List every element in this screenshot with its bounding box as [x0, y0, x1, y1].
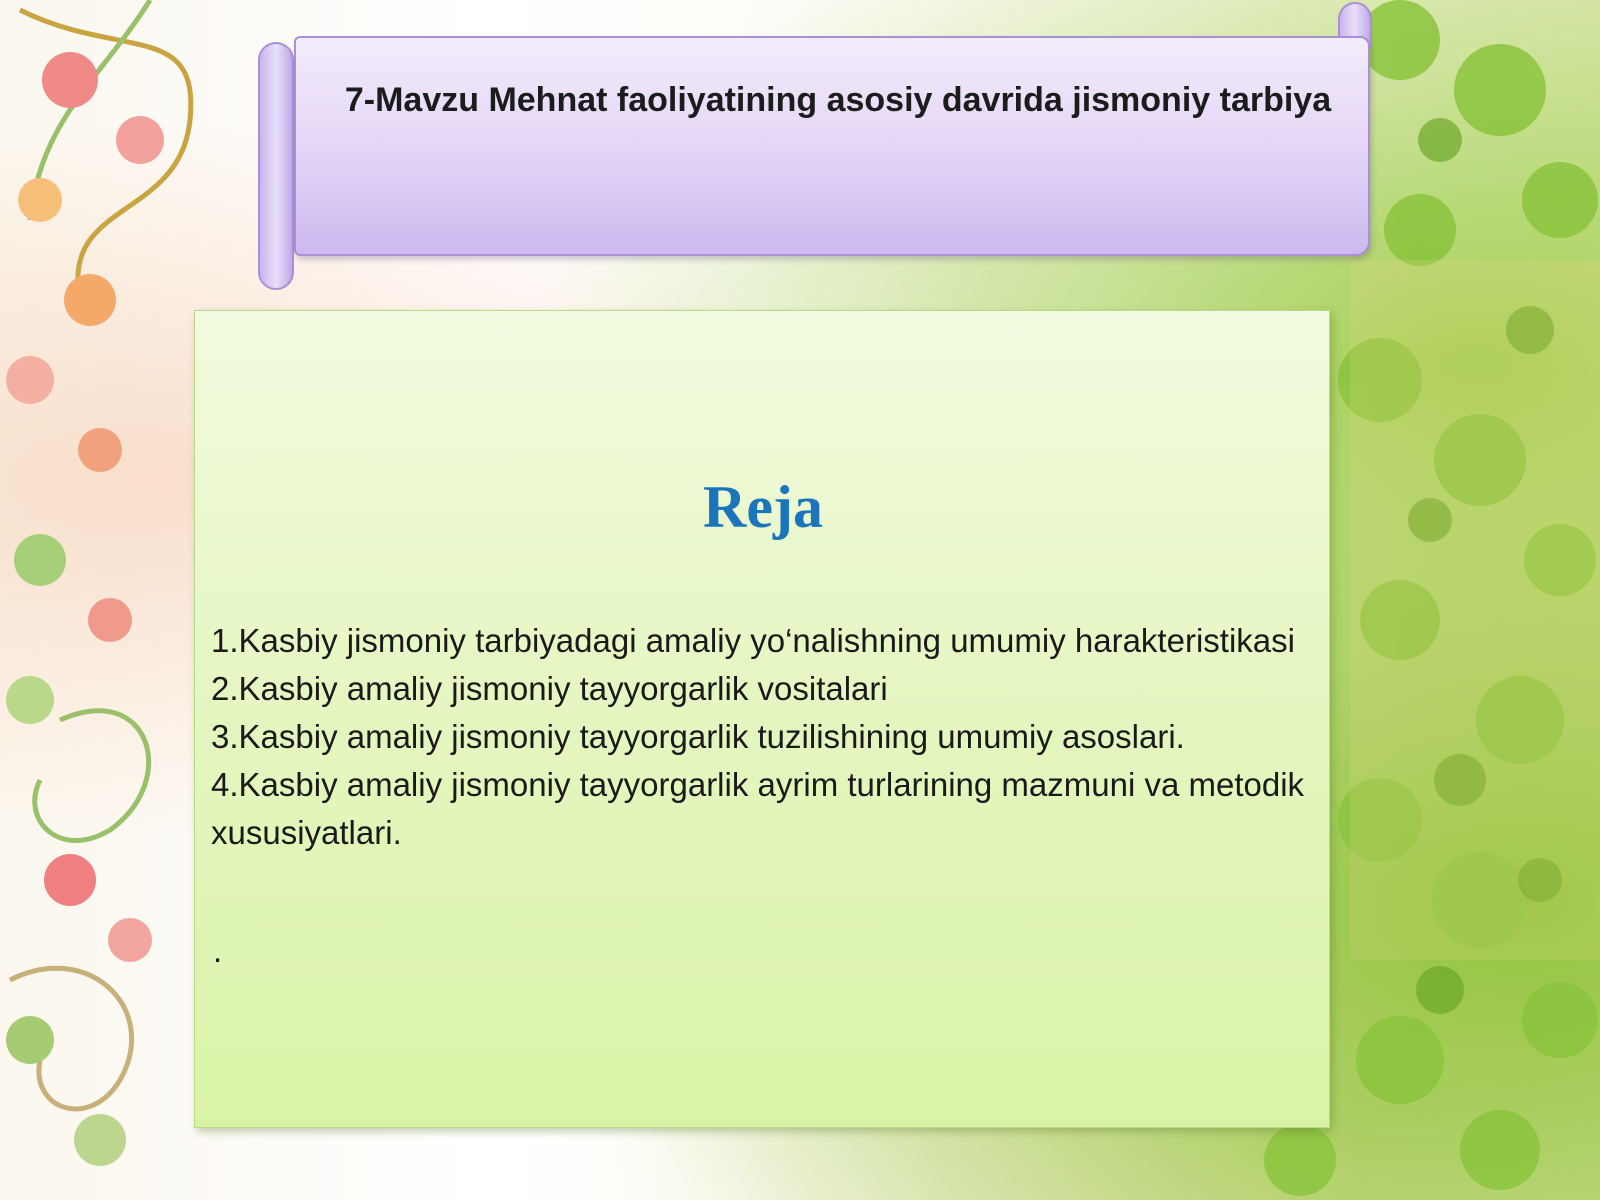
- plan-item-2: 2.Kasbiy amaliy jismoniy tayyorgarlik vositalari: [211, 670, 888, 707]
- slide-title: 7-Mavzu Mehnat faoliyatining asosiy davrida jismoniy tarbiya: [344, 81, 1332, 119]
- scroll-left-roll: [258, 42, 294, 290]
- trailing-bullet: .: [213, 932, 223, 969]
- content-panel: [194, 310, 1330, 1128]
- plan-item-4: 4.Kasbiy amaliy jismoniy tayyorgarlik ayrim turlarining mazmuni va metodik xususiyatlari.: [211, 766, 1305, 851]
- plan-heading: Reja: [703, 474, 823, 540]
- scroll-body: [294, 36, 1370, 256]
- plan-list: [211, 617, 1311, 857]
- plan-item-1: 1.Kasbiy jismoniy tarbiyadagi amaliy yo‘nalishning umumiy harakteristikasi: [211, 622, 1295, 659]
- plan-item-3: 3.Kasbiy amaliy jismoniy tayyorgarlik tuzilishining umumiy asoslari.: [211, 718, 1185, 755]
- title-scroll-banner: [258, 36, 1366, 252]
